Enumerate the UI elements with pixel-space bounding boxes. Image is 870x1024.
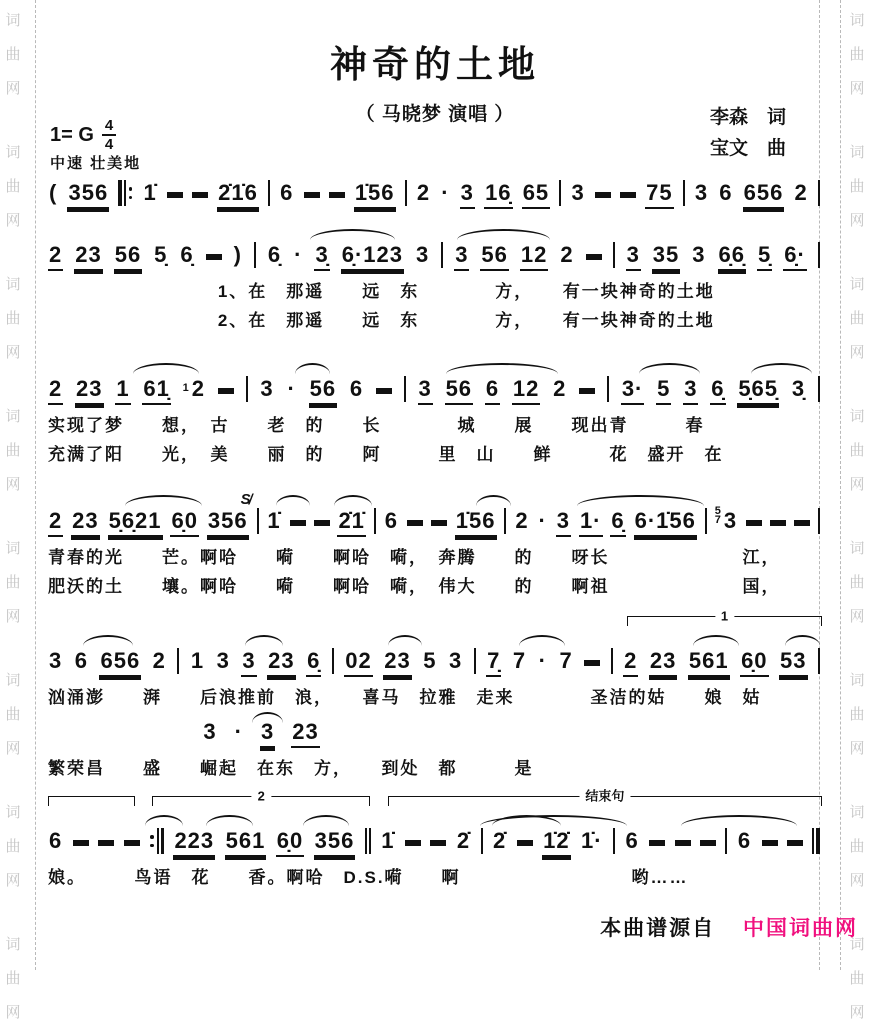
note-token: 3̣ xyxy=(315,242,329,267)
note-token: 23 xyxy=(384,648,411,673)
note-token: 1 xyxy=(190,648,205,673)
watermark-char: 网 xyxy=(5,476,21,493)
note-token: 53 xyxy=(780,648,807,673)
barline-single xyxy=(332,644,334,674)
slur-arc xyxy=(145,815,184,826)
watermark-char: 网 xyxy=(5,740,21,757)
barline-single xyxy=(725,824,727,854)
lyric-row: 娘。 鸟语 花 香。啊哈 D.S.嗬 啊 哟…… xyxy=(48,868,689,887)
watermark-column-left xyxy=(2,0,24,1021)
watermark-char: 词 xyxy=(5,144,21,161)
barline-single xyxy=(683,176,685,206)
watermark-char: 词 xyxy=(849,804,865,821)
slur-arc xyxy=(785,635,820,646)
watermark-char: 词 xyxy=(849,672,865,689)
note-token: 5 7 3 xyxy=(714,505,738,533)
barline-single xyxy=(818,644,820,674)
barline-single xyxy=(481,824,483,854)
note-token: 3 xyxy=(242,648,256,673)
slur-arc xyxy=(310,229,395,240)
note-token xyxy=(218,388,234,403)
watermark-char: 网 xyxy=(849,80,865,97)
barline-final xyxy=(812,824,820,854)
watermark-char: 词 xyxy=(5,936,21,953)
watermark-char: 网 xyxy=(5,212,21,229)
note-token: · xyxy=(294,242,303,267)
note-token: 2̇ xyxy=(492,828,507,853)
watermark-char: 网 xyxy=(849,872,865,889)
lyric-row: 2、在 那遥 远 东 方， 有一块神奇的土地 xyxy=(217,311,715,330)
note-token: 2̇1̇6 xyxy=(218,180,258,205)
barline-single xyxy=(611,644,613,674)
note-token: 6̣6̣ xyxy=(718,242,745,267)
slur-arc xyxy=(125,495,202,506)
note-token: 1· xyxy=(579,508,602,533)
note-token: 6 xyxy=(349,376,364,401)
watermark-char: 曲 xyxy=(5,310,21,327)
note-token: 6̣·123 xyxy=(341,242,403,267)
watermark-char: 词 xyxy=(5,12,21,29)
watermark-char: 曲 xyxy=(5,46,21,63)
barline-single xyxy=(405,176,407,206)
note-token xyxy=(376,388,392,403)
note-token: 35 xyxy=(652,242,680,267)
barline-single xyxy=(818,238,820,268)
score-line-4 xyxy=(48,491,820,600)
note-token: 2 xyxy=(49,376,63,401)
note-token: 02 xyxy=(345,648,372,673)
credits xyxy=(710,102,786,164)
note-token: 23 xyxy=(76,376,103,401)
watermark-char: 网 xyxy=(849,344,865,361)
repeat-dots xyxy=(128,180,134,206)
note-token: 5 xyxy=(423,648,437,673)
barline-single xyxy=(705,504,707,534)
watermark-char: 词 xyxy=(5,672,21,689)
watermark-char: 网 xyxy=(849,608,865,625)
ending-bracket-label: 结束句 xyxy=(579,789,630,802)
watermark-char: 网 xyxy=(5,344,21,361)
ending-bracket-label: 1 xyxy=(715,609,734,622)
performer-line: （ 马晓梦 演唱 ） xyxy=(355,104,515,125)
lyric-row: 汹涌澎 湃 后浪推前 浪， 喜马 拉雅 走来 圣洁的姑 娘 姑 xyxy=(48,688,762,707)
note-token xyxy=(675,840,691,855)
barline-single xyxy=(404,372,406,402)
barline-single xyxy=(613,238,615,268)
lyric-row: 肥沃的土 壤。啊哈 嗬 啊哈 嗬， 伟大 的 啊祖 国， xyxy=(48,577,781,596)
slur-arc xyxy=(276,495,311,506)
note-token: 6 xyxy=(719,180,733,205)
note-token: 2̇1̇ xyxy=(338,508,365,533)
note-token: · xyxy=(441,180,450,205)
slur-arc xyxy=(83,635,133,646)
note-token: 1̇2̇ xyxy=(543,828,570,853)
score-line-7 xyxy=(48,788,820,891)
note-token xyxy=(192,192,208,207)
note-token: 6 xyxy=(485,376,500,401)
barline-single xyxy=(177,644,179,674)
note-token xyxy=(407,520,423,535)
key-signature xyxy=(50,118,116,152)
dashed-rule-right-outer xyxy=(840,0,841,970)
watermark-char: 词 xyxy=(849,276,865,293)
ending-bracket xyxy=(48,796,135,806)
slur-arc xyxy=(681,815,797,826)
note-token: 3 xyxy=(49,648,63,673)
notes-row xyxy=(48,238,820,276)
note-token: 12 xyxy=(520,242,548,267)
note-token: 56 xyxy=(114,242,142,267)
footer xyxy=(48,912,858,942)
note-token: 3 xyxy=(556,508,571,533)
note-token: 23 xyxy=(72,508,99,533)
note-token: 656 xyxy=(100,648,141,673)
note-token: 3 xyxy=(460,180,474,205)
watermark-char: 网 xyxy=(849,1004,865,1021)
key-text: 1= G xyxy=(50,123,94,146)
slur-arc xyxy=(245,635,284,646)
song-title: 神奇的土地 xyxy=(330,44,540,85)
barline-single xyxy=(818,372,820,402)
note-token: 7 xyxy=(559,648,573,673)
lyric-row: 青春的光 芒。啊哈 嗬 啊哈 嗬， 奔腾 的 呀长 江， xyxy=(48,548,781,567)
note-token xyxy=(620,192,636,207)
watermark-char: 曲 xyxy=(5,970,21,987)
note-token: 6̣0 xyxy=(276,828,304,853)
notes-row xyxy=(48,491,820,542)
watermark-char: 词 xyxy=(5,540,21,557)
ending-bracket xyxy=(388,788,822,806)
note-token: 656 xyxy=(743,180,784,205)
barline-single xyxy=(613,824,615,854)
note-token xyxy=(304,192,320,207)
note-token xyxy=(329,192,345,207)
note-token xyxy=(167,192,183,207)
note-token: · xyxy=(287,376,296,401)
slur-arc xyxy=(206,815,252,826)
barline-single xyxy=(374,504,376,534)
score-line-5 xyxy=(48,608,820,711)
note-token: 6̣ xyxy=(180,242,194,267)
grace-note: 5 7 xyxy=(714,505,721,526)
watermark-char: 词 xyxy=(849,144,865,161)
note-token xyxy=(700,840,716,855)
note-token: 3 xyxy=(448,648,463,673)
note-token: 6̣ xyxy=(267,242,282,267)
watermark-char: 网 xyxy=(5,1004,21,1021)
note-token xyxy=(787,840,803,855)
note-token: 6 xyxy=(384,508,399,533)
note-token xyxy=(579,388,595,403)
watermark-char: 网 xyxy=(5,608,21,625)
note-token: · xyxy=(234,719,243,744)
watermark-char: 词 xyxy=(5,408,21,425)
barline-single xyxy=(257,504,259,534)
notes-row xyxy=(48,176,820,214)
slur-arc xyxy=(639,363,701,374)
note-token: 56 xyxy=(309,376,337,401)
note-token: 1̇56 xyxy=(354,180,395,205)
note-token xyxy=(206,254,222,269)
note-token: 5̣ xyxy=(757,242,772,267)
watermark-char: 曲 xyxy=(5,178,21,195)
note-token: 5 xyxy=(657,376,671,401)
note-token: 6 xyxy=(625,828,639,853)
note-token: 65 xyxy=(522,180,550,205)
slur-arc xyxy=(457,229,550,240)
score-line-3 xyxy=(48,372,820,468)
note-token: 6 xyxy=(280,180,294,205)
note-token xyxy=(770,520,786,535)
note-token: 6 xyxy=(49,828,63,853)
note-token: 6 xyxy=(737,828,752,853)
barline-single xyxy=(559,176,561,206)
note-token: 6̣ xyxy=(711,376,725,401)
watermark-char: 网 xyxy=(5,80,21,97)
note-token: 356 xyxy=(68,180,109,205)
slur-arc xyxy=(519,635,565,646)
slur-arc xyxy=(303,815,349,826)
score-line-6 xyxy=(48,721,820,782)
watermark-char: 网 xyxy=(849,740,865,757)
watermark-char: 曲 xyxy=(849,970,865,987)
barline-rend xyxy=(149,824,164,854)
watermark-char: 曲 xyxy=(849,574,865,591)
time-signature-numerator: 4 xyxy=(102,118,116,136)
watermark-char: 词 xyxy=(5,804,21,821)
dashed-rule-left xyxy=(35,0,36,970)
note-token: 6·1̇56 xyxy=(634,508,696,533)
barline-single xyxy=(474,644,476,674)
note-token xyxy=(586,254,602,269)
note-token: 3 xyxy=(418,376,432,401)
note-token: 3· xyxy=(621,376,644,401)
note-token: 1 2 xyxy=(182,376,206,401)
watermark-char: 词 xyxy=(849,540,865,557)
note-token xyxy=(794,520,810,535)
note-token: 23 xyxy=(292,719,319,744)
watermark-char: 曲 xyxy=(849,178,865,195)
ending-bracket-label: 2 xyxy=(252,789,271,802)
note-token: 1̇· xyxy=(581,828,603,853)
watermark-char: 曲 xyxy=(849,46,865,63)
score-line-1 xyxy=(48,176,820,214)
lyric-row: 充满了阳 光， 美 丽 的 阿 里 山 鲜 花 盛开 在 xyxy=(48,445,724,464)
lyric-row: 实现了梦 想， 古 老 的 长 城 展 现出青 春 xyxy=(48,416,705,435)
notes-row xyxy=(48,608,820,682)
note-token: 3 xyxy=(415,242,430,267)
watermark-char: 词 xyxy=(5,276,21,293)
note-token: 3 xyxy=(684,376,698,401)
note-token: 7 xyxy=(512,648,527,673)
note-token: 6̣ xyxy=(307,648,321,673)
note-token xyxy=(517,840,533,855)
note-token: 2 xyxy=(515,508,529,533)
note-token xyxy=(405,840,421,855)
barline-rbegin xyxy=(118,176,133,206)
barline-single xyxy=(818,504,820,534)
slur-arc xyxy=(751,363,813,374)
note-token: ) xyxy=(233,242,242,267)
watermark-column-right xyxy=(846,0,868,1021)
note-token xyxy=(649,840,665,855)
note-token: 6̣ xyxy=(611,508,625,533)
watermark-char: 网 xyxy=(849,212,865,229)
note-token: 3̣ xyxy=(791,376,806,401)
slur-arc xyxy=(577,495,704,506)
barline-single xyxy=(246,372,248,402)
watermark-char: 网 xyxy=(849,476,865,493)
watermark-char: 词 xyxy=(849,12,865,29)
note-token: · xyxy=(538,508,547,533)
score xyxy=(48,170,820,891)
note-token xyxy=(430,840,446,855)
notes-row xyxy=(48,372,820,410)
note-token: 23 xyxy=(268,648,295,673)
watermark-char: 曲 xyxy=(849,310,865,327)
slur-arc xyxy=(693,635,739,646)
note-token xyxy=(595,192,611,207)
note-token: 561 xyxy=(225,828,266,853)
note-token: 23 xyxy=(75,242,102,267)
barline-single xyxy=(254,238,256,268)
note-token: 56 xyxy=(445,376,473,401)
note-token: · xyxy=(538,648,547,673)
note-token: 7̣ xyxy=(487,648,501,673)
note-token: 3 xyxy=(626,242,640,267)
note-token: 1̇ xyxy=(143,180,157,205)
barline-single xyxy=(504,504,506,534)
watermark-char: 曲 xyxy=(849,838,865,855)
watermark-char: 曲 xyxy=(849,706,865,723)
lyric-row: 1、在 那遥 远 东 方， 有一块神奇的土地 xyxy=(217,282,715,301)
watermark-char: 曲 xyxy=(5,442,21,459)
note-token: 2 xyxy=(560,242,574,267)
watermark-char: 曲 xyxy=(849,442,865,459)
note-token xyxy=(124,840,140,855)
composer-credit: 宝文 曲 xyxy=(709,138,786,159)
barline-double xyxy=(365,824,371,854)
note-token: 23 xyxy=(649,648,677,673)
note-token: 5̣6̣21 xyxy=(108,508,162,533)
slur-arc xyxy=(446,363,558,374)
watermark-char: 曲 xyxy=(5,838,21,855)
barline-single xyxy=(268,176,270,206)
note-token xyxy=(431,520,447,535)
time-signature-denominator: 4 xyxy=(104,136,114,153)
note-token: 356 S̸ xyxy=(207,491,251,533)
note-token: 1 xyxy=(116,376,130,401)
repeat-dots xyxy=(149,828,155,854)
note-token: 3 xyxy=(694,180,709,205)
note-token: 2 xyxy=(553,376,567,401)
tempo-marking: 中速 壮美地 xyxy=(50,155,142,172)
watermark-char: 词 xyxy=(849,408,865,425)
ending-bracket xyxy=(627,608,822,626)
note-token: 2 xyxy=(624,648,638,673)
note-token xyxy=(746,520,762,535)
note-token: 12 xyxy=(512,376,540,401)
note-token: 1̇ xyxy=(267,508,281,533)
note-token: 6̣0 xyxy=(741,648,768,673)
note-token: 2 xyxy=(794,180,808,205)
note-token: 75 xyxy=(646,180,673,205)
note-token xyxy=(584,660,600,675)
barline-single xyxy=(818,176,820,206)
note-token: 2 xyxy=(49,242,63,267)
note-token: 3 xyxy=(260,719,275,744)
note-token: 3 xyxy=(260,376,274,401)
note-token xyxy=(290,520,306,535)
note-token: 5̣65̣ xyxy=(738,376,779,401)
slur-arc xyxy=(295,363,330,374)
note-token: 6̣· xyxy=(784,242,806,267)
segno-icon: S̸ xyxy=(240,491,251,508)
note-token: 2̇ xyxy=(456,828,471,853)
note-token: 6̣0 xyxy=(171,508,198,533)
note-token xyxy=(98,840,114,855)
note-token: 2 xyxy=(152,648,166,673)
slur-arc xyxy=(388,635,423,646)
note-token: 561 xyxy=(688,648,729,673)
slur-arc xyxy=(476,495,511,506)
note-token: 3 xyxy=(203,719,217,744)
time-signature xyxy=(102,118,116,152)
note-token: 356 xyxy=(314,828,355,853)
slur-arc xyxy=(334,495,373,506)
watermark-char: 曲 xyxy=(5,574,21,591)
note-token: 1̇56 xyxy=(455,508,496,533)
watermark-char: 网 xyxy=(5,872,21,889)
note-token: 2 xyxy=(49,508,63,533)
source-prefix: 本曲谱源自 xyxy=(600,917,716,940)
ending-bracket xyxy=(152,788,370,806)
barline-single xyxy=(441,238,443,268)
notes-row xyxy=(48,788,820,862)
note-token: 2 xyxy=(416,180,431,205)
note-token: 1̇ xyxy=(381,828,395,853)
note-token: 6 xyxy=(74,648,88,673)
note-token xyxy=(73,840,89,855)
slur-arc xyxy=(133,363,199,374)
note-token: ( xyxy=(49,180,58,205)
source-site-link[interactable]: 中国词曲网 xyxy=(743,917,858,940)
note-token: 223 xyxy=(174,828,215,853)
note-token: 16̣ xyxy=(485,180,512,205)
note-token: 3 xyxy=(692,242,706,267)
lyric-row: 繁荣昌 盛 崛起 在东 方， 到处 都 是 xyxy=(48,759,534,778)
note-token: 3 xyxy=(216,648,230,673)
watermark-char: 词 xyxy=(849,936,865,953)
note-token: 3 xyxy=(455,242,469,267)
watermark-char: 曲 xyxy=(5,706,21,723)
notes-row xyxy=(202,721,820,753)
grace-note: 1 xyxy=(182,382,189,394)
note-token: 56 xyxy=(481,242,508,267)
lyricist-credit: 李森 词 xyxy=(709,107,786,128)
score-line-2 xyxy=(48,238,820,334)
note-token: 5̣ xyxy=(154,242,168,267)
note-token xyxy=(314,520,330,535)
note-token: 61̣ xyxy=(143,376,170,401)
note-token: 3 xyxy=(571,180,585,205)
barline-single xyxy=(607,372,609,402)
note-token xyxy=(762,840,778,855)
